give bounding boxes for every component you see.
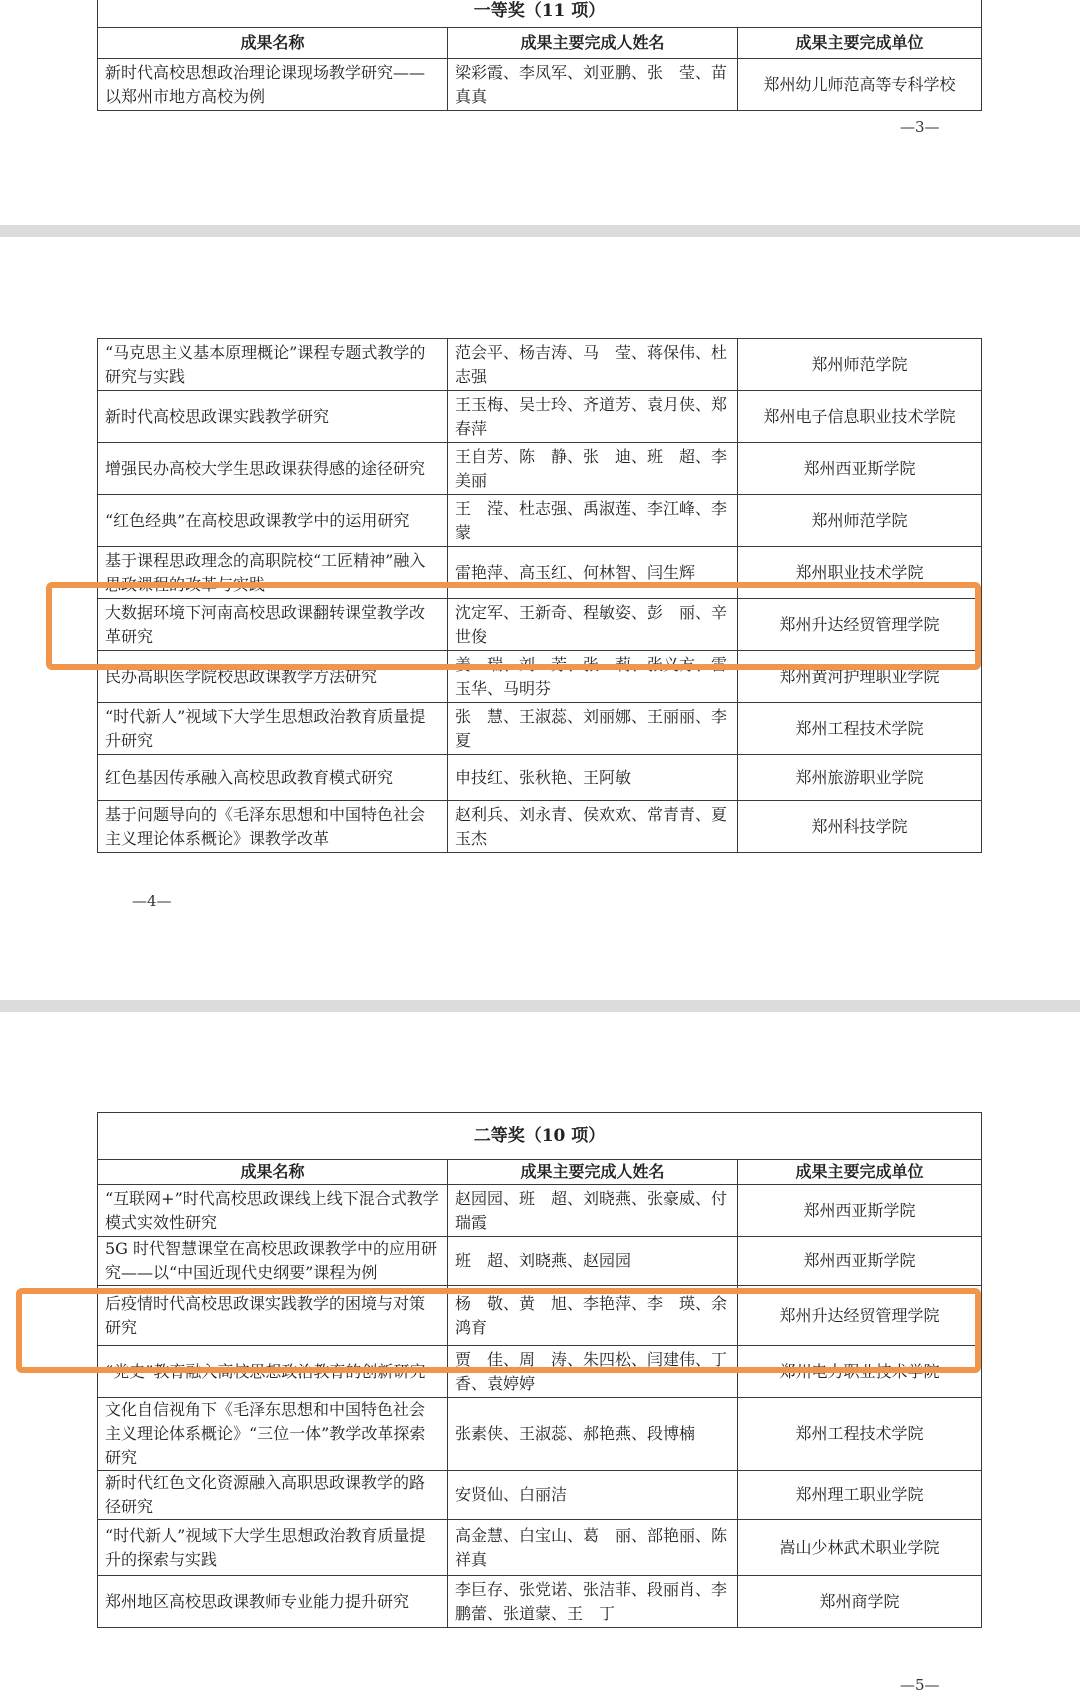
achievement-name: “马克思主义基本原理概论”课程专题式教学的研究与实践 [98, 339, 448, 391]
table-row [98, 59, 982, 111]
achievement-name: 基于课程思政理念的高职院校“工匠精神”融入思政课程的改革与实践 [98, 547, 448, 599]
achievement-name: 基于问题导向的《毛泽东思想和中国特色社会主义理论体系概论》课教学改革 [98, 801, 448, 853]
award-table-second-prize [97, 1112, 982, 1628]
table-row [98, 547, 982, 599]
achievement-name: 后疫情时代高校思政课实践教学的困境与对策研究 [98, 1286, 448, 1346]
header-unit: 成果主要完成单位 [738, 28, 982, 59]
award-title: 二等奖（10 项） [98, 1113, 982, 1160]
people: 雷艳萍、高玉红、何林智、闫生辉 [448, 547, 738, 599]
achievement-name: 文化自信视角下《毛泽东思想和中国特色社会主义理论体系概论》“三位一体”教学改革探索研究 [98, 1398, 448, 1471]
achievement-name: “红色经典”在高校思政课教学中的运用研究 [98, 495, 448, 547]
unit: 郑州工程技术学院 [738, 1398, 982, 1471]
unit: 郑州科技学院 [738, 801, 982, 853]
achievement-name: 新时代高校思政课实践教学研究 [98, 391, 448, 443]
people: 杨 敬、黄 旭、李艳萍、李 瑛、余鸿育 [448, 1286, 738, 1346]
unit: 郑州黄河护理职业学院 [738, 651, 982, 703]
document-page-3 [0, 0, 1080, 225]
table-row [98, 339, 982, 391]
achievement-name: 大数据环境下河南高校思政课翻转课堂教学改革研究 [98, 599, 448, 651]
achievement-name: 红色基因传承融入高校思政教育模式研究 [98, 755, 448, 801]
table-row [98, 1398, 982, 1471]
table-row [98, 1576, 982, 1628]
achievement-name: 新时代红色文化资源融入高职思政课教学的路径研究 [98, 1471, 448, 1520]
document-page-4 [0, 237, 1080, 1000]
table-row [98, 599, 982, 651]
people: 姜 瑞、刘 芳、张 莉、张义方、雷玉华、马明芬 [448, 651, 738, 703]
table-row [98, 1185, 982, 1237]
people: 赵利兵、刘永青、侯欢欢、常青青、夏玉杰 [448, 801, 738, 853]
unit: 郑州西亚斯学院 [738, 443, 982, 495]
achievement-name: 5G 时代智慧课堂在高校思政课教学中的应用研究——以“中国近现代史纲要”课程为例 [98, 1237, 448, 1286]
table-row [98, 1520, 982, 1576]
people: 贾 佳、周 涛、朱四松、闫建伟、丁 香、袁婷婷 [448, 1346, 738, 1398]
page-number: —4— [132, 892, 172, 910]
unit: 郑州师范学院 [738, 495, 982, 547]
people: 张素侠、王淑蕊、郝艳燕、段博楠 [448, 1398, 738, 1471]
achievement-name: “互联网+”时代高校思政课线上线下混合式教学模式实效性研究 [98, 1185, 448, 1237]
award-table-first-prize [97, 0, 982, 111]
achievement-name: “党史”教育融入高校思想政治教育的创新研究 [98, 1346, 448, 1398]
header-unit: 成果主要完成单位 [738, 1160, 982, 1185]
people: 高金慧、白宝山、葛 丽、部艳丽、陈祥真 [448, 1520, 738, 1576]
unit: 郑州升达经贸管理学院 [738, 599, 982, 651]
people: 申技红、张秋艳、王阿敏 [448, 755, 738, 801]
people: 班 超、刘晓燕、赵园园 [448, 1237, 738, 1286]
unit: 郑州师范学院 [738, 339, 982, 391]
achievement-name: 郑州地区高校思政课教师专业能力提升研究 [98, 1576, 448, 1628]
header-achievement-name: 成果名称 [98, 28, 448, 59]
achievement-name: 增强民办高校大学生思政课获得感的途径研究 [98, 443, 448, 495]
unit: 郑州商学院 [738, 1576, 982, 1628]
page-separator [0, 225, 1080, 237]
achievement-name: “时代新人”视域下大学生思想政治教育质量提升研究 [98, 703, 448, 755]
table-row [98, 1237, 982, 1286]
unit: 嵩山少林武术职业学院 [738, 1520, 982, 1576]
page-separator [0, 1000, 1080, 1012]
unit: 郑州理工职业学院 [738, 1471, 982, 1520]
unit: 郑州升达经贸管理学院 [738, 1286, 982, 1346]
table-row [98, 1286, 982, 1346]
table-row [98, 801, 982, 853]
unit: 郑州西亚斯学院 [738, 1237, 982, 1286]
page-number: —3— [900, 118, 940, 136]
people: 安贤仙、白丽洁 [448, 1471, 738, 1520]
award-title: 一等奖（11 项） [98, 0, 982, 28]
header-people: 成果主要完成人姓名 [448, 28, 738, 59]
achievement-name: 民办高职医学院校思政课教学方法研究 [98, 651, 448, 703]
unit: 郑州西亚斯学院 [738, 1185, 982, 1237]
people: 梁彩霞、李凤军、刘亚鹏、张 莹、苗真真 [448, 59, 738, 111]
header-achievement-name: 成果名称 [98, 1160, 448, 1185]
people: 李巨存、张党诺、张洁菲、段丽肖、李鹏蕾、张道蒙、王 丁 [448, 1576, 738, 1628]
people: 王玉梅、吴士玲、齐道芳、袁月侠、郑春萍 [448, 391, 738, 443]
table-row [98, 443, 982, 495]
unit: 郑州旅游职业学院 [738, 755, 982, 801]
people: 张 慧、王淑蕊、刘丽娜、王丽丽、李 夏 [448, 703, 738, 755]
unit: 郑州电子信息职业技术学院 [738, 391, 982, 443]
table-row [98, 651, 982, 703]
people: 王自芳、陈 静、张 迪、班 超、李美丽 [448, 443, 738, 495]
achievement-name: “时代新人”视域下大学生思想政治教育质量提升的探索与实践 [98, 1520, 448, 1576]
table-row [98, 703, 982, 755]
table-row [98, 495, 982, 547]
unit: 郑州幼儿师范高等专科学校 [738, 59, 982, 111]
people: 王 滢、杜志强、禹淑莲、李江峰、李 蒙 [448, 495, 738, 547]
people: 赵园园、班 超、刘晓燕、张豪威、付瑞霞 [448, 1185, 738, 1237]
award-table-first-prize-continued [97, 338, 982, 853]
document-page-5 [0, 1012, 1080, 1700]
page-number: —5— [900, 1676, 940, 1694]
unit: 郑州电力职业技术学院 [738, 1346, 982, 1398]
achievement-name: 新时代高校思想政治理论课现场教学研究——以郑州市地方高校为例 [98, 59, 448, 111]
table-row [98, 391, 982, 443]
header-people: 成果主要完成人姓名 [448, 1160, 738, 1185]
unit: 郑州职业技术学院 [738, 547, 982, 599]
table-row [98, 1346, 982, 1398]
unit: 郑州工程技术学院 [738, 703, 982, 755]
people: 范会平、杨吉涛、马 莹、蒋保伟、杜志强 [448, 339, 738, 391]
table-row [98, 1471, 982, 1520]
table-row [98, 755, 982, 801]
people: 沈定军、王新奇、程敏姿、彭 丽、辛世俊 [448, 599, 738, 651]
